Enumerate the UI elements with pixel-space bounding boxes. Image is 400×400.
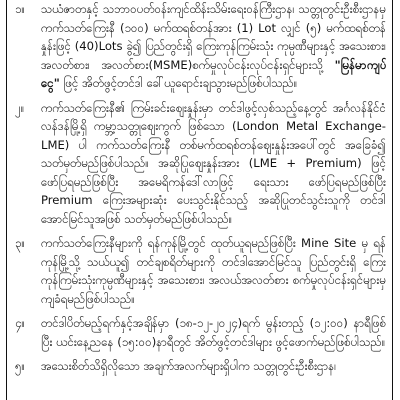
paragraph-text: အသေးစိတ်သိရှိလိုသော အချက်အလက်များရှိပါက သတ္တုတွင်းဦးစီးဌာန၊ <box>41 359 337 373</box>
paragraph-number: ၄။ <box>15 316 26 330</box>
paragraph-2 <box>7 99 392 229</box>
paragraph-1 <box>7 0 392 93</box>
paragraph-3 <box>7 234 392 308</box>
paragraph-number: ၃။ <box>15 236 26 250</box>
paragraph-text: ကက်သတ်ကြေးနီများကို ရန်ကုန်မြို့တွင် ထုတ်ယူရမည်ဖြစ်ပြီး Mine Site မှ ရန်ကုန်မြို့သို့ သယ်ယူ၍ တင်ချစရိတ်များကို တင်ဒါအောင်မြင်သူ ပြည်တွင်းရှိ ကြေးကုန်ကြမ်းသုံးကုမ္ပဏီများနှင့် အသေးစား၊ အလယ်အလတ်စား စက်မှုလုပ်ငန်းရှင်များမှ ကျခံရမည်ဖြစ်ပါသည်။ <box>41 236 386 306</box>
paragraph-number: ၁။ <box>15 2 26 16</box>
paragraph-4 <box>7 314 392 351</box>
paragraph-text-part: သယံဇာတနှင့် သဘာဝပတ်ဝန်းကျင်ထိန်းသိမ်းရေးဝန်ကြီးဌာန၊ သတ္တုတွင်းဦးစီးဌာနမှ ကက်သတ်ကြေးနီ (၁၀၀) မက်ထရစ်တန်အား (1) Lot လျှင် (၅) မက်ထရစ်တန်နှုန်းဖြင့် (40)Lots ခွဲ၍ ပြည်တွင်းရှိ ကြေးကုန်ကြမ်းသုံး ကုမ္ပဏီများနှင့် အသေးစား၊ အလတ်စား၊ အလတ်စား(MSME)စက်မှုလုပ်ငန်းလုပ်ငန်းရှင်များသို့ <box>41 2 386 72</box>
paragraph-text-part: ဖြင့် အိတ်ဖွင့်တင်ဒါ ခေါ်ယူရောင်းချသွားမည်ဖြစ်ပါသည်။ <box>59 76 298 90</box>
paragraph-number: ၂။ <box>15 100 25 115</box>
paragraph-text: ကက်သတ်ကြေးနီ၏ ကြမ်းခင်းဈေးနှုန်းမှာ တင်ဒါဖွင့်လှစ်သည့်နေ့တွင် အင်္ဂလန်နိုင်ငံ လန်ဒန်မြို့ရှိ ကမ္ဘာ့သတ္တုဈေးကွက် ဖြစ်သော (London Metal Exchange-LME) ပါ ကက်သတ်ကြေးနီ တစ်မက်ထရစ်တန်ဈေးနှုန်းအပေါ်တွင် အခြေခံ၍ သတ်မှတ်မည်ဖြစ်ပါသည်။ အဆိုပြုဈေးနှုန်းအား (LME + Premium) ဖြင့် ဖော်ပြရမည်ဖြစ်ပြီး အမေရိကန်ဒေါ်လာဖြင့် ရေးသား ဖော်ပြရမည်ဖြစ်ပြီး Premium ကြေးအများဆုံး ပေးသွင်းနိုင်သည့် အဆိုပြုတင်သွင်းသူကို တင်ဒါအောင်မြင်သူအဖြစ် သတ်မှတ်မည်ဖြစ်ပါသည်။ <box>41 100 386 226</box>
paragraph-bold-text: "မြန်မာကျပ်ငွေ" <box>41 57 386 90</box>
document-frame <box>6 0 393 400</box>
paragraph-number: ၅။ <box>15 359 26 373</box>
paragraph-text <box>41 2 386 90</box>
paragraph-text: တင်ဒါပိတ်မည့်ရက်နှင့်အချိန်မှာ (၁၈-၁၂-၂၀၂၄)ရက် မွန်းတည့် (၁၂:၀၀) နာရီဖြစ်ပြီး ယင်းနေ့ညနေ (၁၅:၀၀)နာရီတွင် အိတ်ဖွင့်တင်ဒါများ ဖွင့်ဖောက်မည်ဖြစ်ပါသည်။ <box>41 316 386 349</box>
paragraph-5 <box>7 357 392 376</box>
